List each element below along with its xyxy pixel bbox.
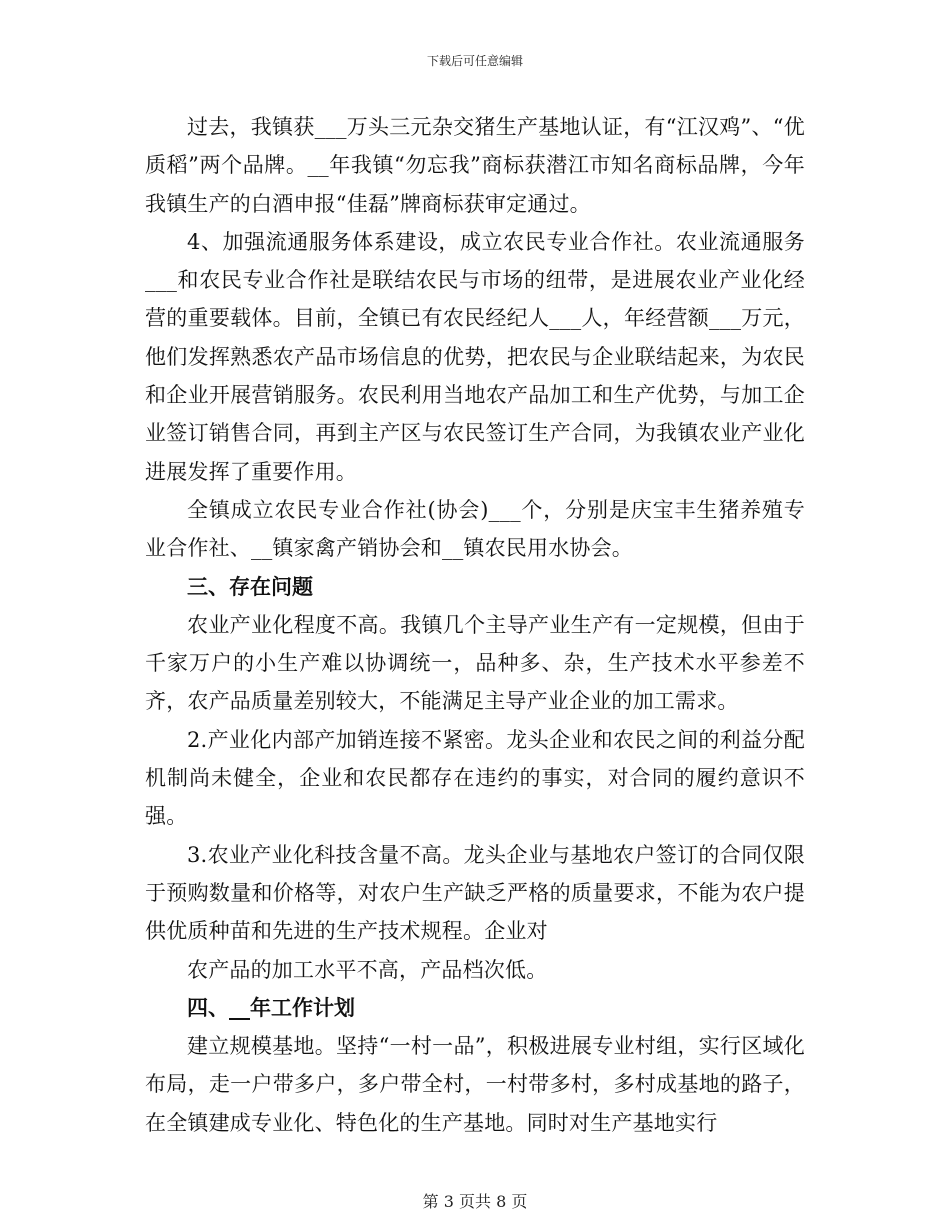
paragraph-cooperatives: 全镇成立农民专业合作社(协会)___个，分别是庆宝丰生猪养殖专业合作社、__镇家禽产销协会和__镇农民用水协会。 — [145, 497, 805, 561]
page-number: 第 3 页共 8 页 — [422, 1192, 528, 1211]
paragraph-circulation-service: 4、加强流通服务体系建设，成立农民专业合作社。农业流通服务___和农民专业合作社是联结农民与市场的纽带，是进展农业产业化经营的重要载体。目前，全镇已有农民经纪人___人，年经营额___万元，他们发挥熟悉农产品市场信息的优势，把农民与企业联结起来，为农民和企业开展营销服务。农民利用当地农产品加工和生产优势，与加工企业签订销售合同，再到主产区与农民签订生产合同，为我镇农业产业化进展发挥了重要作用。 — [145, 229, 805, 484]
paragraph-problem-connection: 2.产业化内部产加销连接不紧密。龙头企业和农民之间的利益分配机制尚未健全，企业和农民都存在违约的事实，对合同的履约意识不强。 — [145, 727, 805, 829]
paragraph-problem-technology: 3.农业产业化科技含量不高。龙头企业与基地农户签订的合同仅限于预购数量和价格等，对农户生产缺乏严格的质量要求，不能为农户提供优质种苗和先进的生产技术规程。企业对 — [145, 842, 805, 944]
paragraph-brands: 过去，我镇获___万头三元杂交猪生产基地认证，有“江汉鸡”、“优质稻”两个品牌。__年我镇“勿忘我”商标获潜江市知名商标品牌，今年我镇生产的白酒申报“佳磊”牌商标获审定通过。 — [145, 115, 805, 216]
page-header: 下载后可任意编辑 — [426, 54, 523, 68]
document-body — [145, 108, 805, 1142]
section-heading-work-plan: 四、__年工作计划 — [187, 995, 355, 1020]
section-heading-problems: 三、存在问题 — [187, 574, 313, 599]
paragraph-scale-bases: 建立规模基地。坚持“一村一品”，积极进展专业村组，实行区域化布局，走一户带多户，多户带全村，一村带多村，多村成基地的路子，在全镇建成专业化、特色化的生产基地。同时对生产基地实行 — [145, 1034, 805, 1135]
paragraph-processing-level: 农产品的加工水平不高，产品档次低。 — [187, 957, 548, 982]
paragraph-problem-level: 农业产业化程度不高。我镇几个主导产业生产有一定规模，但由于千家万户的小生产难以协调统一，品种多、杂，生产技术水平参差不齐，农产品质量差别较大，不能满足主导产业企业的加工需求。 — [145, 612, 805, 714]
